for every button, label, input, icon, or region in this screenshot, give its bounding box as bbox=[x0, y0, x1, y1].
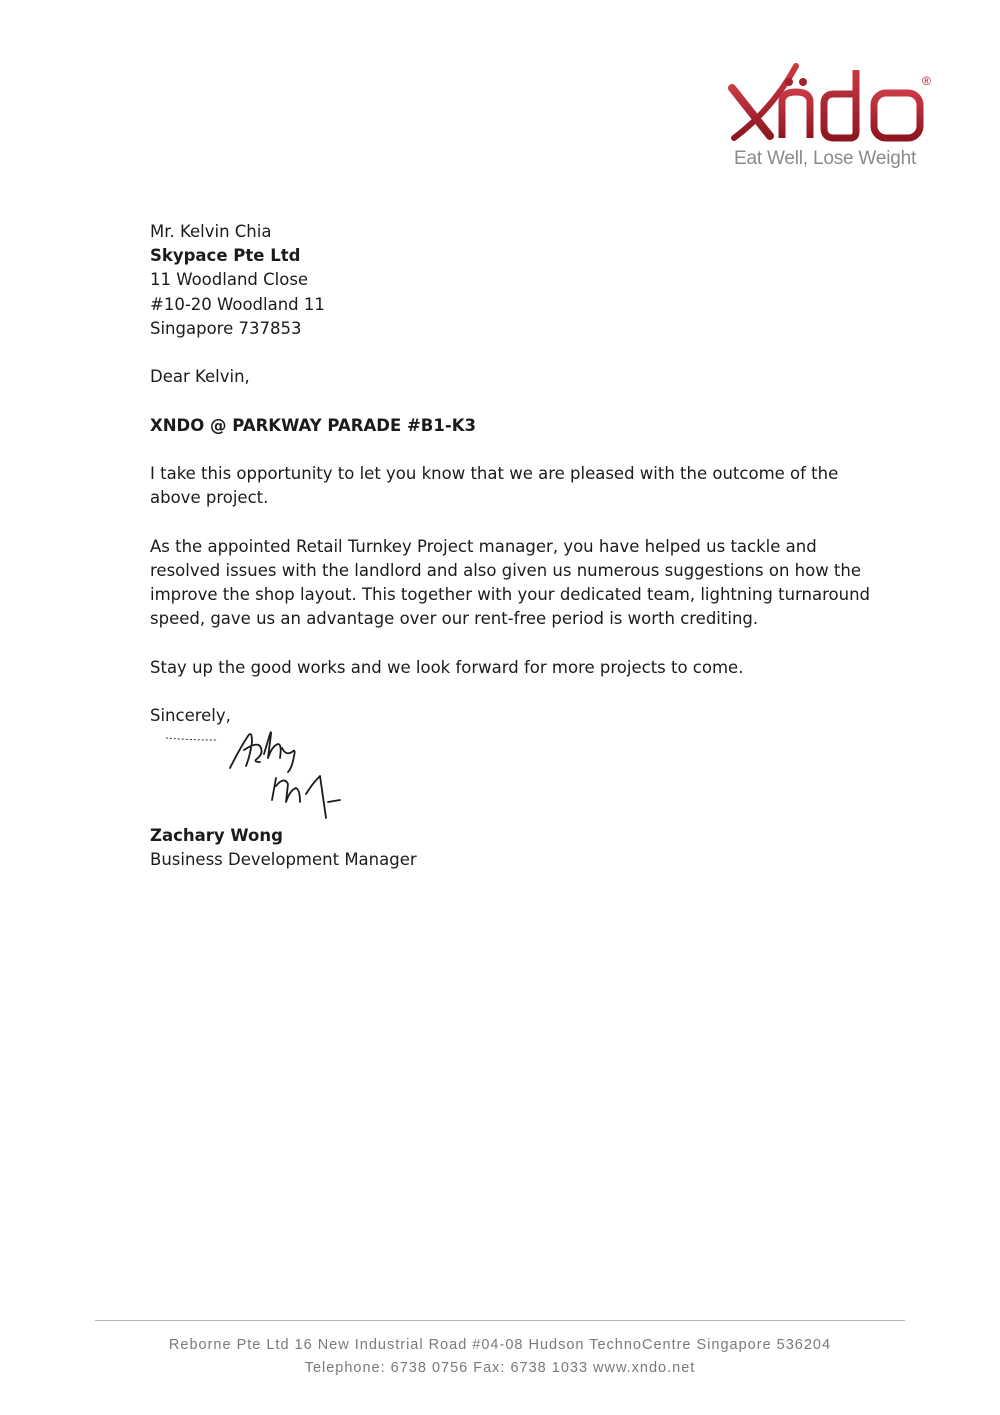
salutation: Dear Kelvin, bbox=[150, 367, 250, 387]
recipient-address-line-3: Singapore 737853 bbox=[150, 318, 302, 338]
footer-divider bbox=[95, 1320, 905, 1321]
sender-title: Business Development Manager bbox=[150, 850, 417, 870]
body-paragraph-3: Stay up the good works and we look forward for more projects to come. bbox=[150, 657, 744, 677]
sender-name: Zachary Wong bbox=[150, 826, 283, 846]
footer-contact: Telephone: 6738 0756 Fax: 6738 1033 www.xndo.net bbox=[304, 1360, 696, 1376]
footer bbox=[95, 1334, 905, 1380]
recipient-address-line-2: #10-20 Woodland 11 bbox=[150, 294, 325, 314]
footer-address: Reborne Pte Ltd 16 New Industrial Road #04-08 Hudson TechnoCentre Singapore 536204 bbox=[168, 1337, 832, 1353]
closing: Sincerely, bbox=[150, 705, 231, 725]
recipient-address-line-1: 11 Woodland Close bbox=[150, 270, 309, 290]
recipient-name: Mr. Kelvin Chia bbox=[150, 222, 272, 241]
logo-tagline: Eat Well, Lose Weight bbox=[734, 148, 917, 169]
recipient-block bbox=[150, 220, 870, 341]
signature-drawing bbox=[160, 728, 420, 824]
registered-trademark: ® bbox=[922, 74, 931, 88]
letter-body bbox=[150, 220, 870, 873]
subject-line: XNDO @ PARKWAY PARADE #B1-K3 bbox=[150, 415, 476, 435]
recipient-company: Skypace Pte Ltd bbox=[150, 246, 301, 266]
body-paragraph-1: I take this opportunity to let you know that we are pleased with the outcome of the above project. bbox=[150, 463, 839, 508]
body-paragraph-2: As the appointed Retail Turnkey Project manager, you have helped us tackle and resolved issues with the landlord and also given us numerous suggestions on how the improve the shop layout. This together with your dedicated team, lightning turnaround speed, gave us an advantage over our rent-free period is worth crediting. bbox=[150, 536, 871, 629]
xndo-logo-mark bbox=[726, 62, 946, 144]
xndo-logo bbox=[726, 62, 946, 172]
handwritten-signature bbox=[160, 728, 420, 824]
